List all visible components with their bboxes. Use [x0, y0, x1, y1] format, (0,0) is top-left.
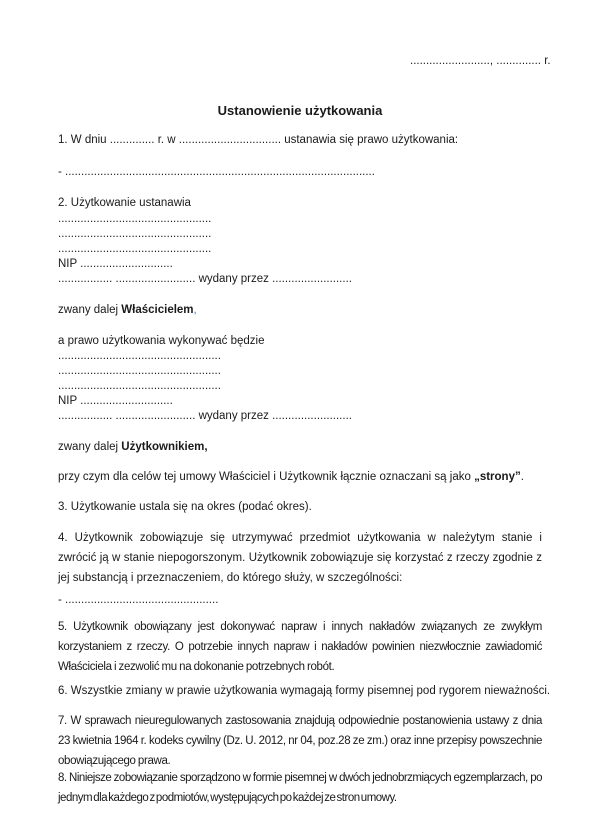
- user-line-1: ...................................................: [58, 350, 221, 362]
- section-8: 8. Niniejsze zobowiązanie sporządzono w formie pisemnej w dwóch jednobrzmiących egzemplarzach, po jednym dla każdego z podmiotów, występujących po każdej ze stron umowy.: [58, 772, 542, 804]
- owner-designation-name: Właścicielem: [121, 304, 194, 316]
- section-5: 5. Użytkownik obowiązany jest dokonywać napraw i innych nakładów związanych ze zwykłym korzystaniem z rzeczy. O potrzebie innych napraw i nakładów powinien niezwłocznie zawiadomić Właściciela i zezwolić mu na dokonanie potrzebnych robót.: [58, 621, 542, 673]
- parties-definition-name: „strony”: [474, 471, 521, 483]
- user-designation: [58, 440, 208, 454]
- section-1-text: 1. W dniu .............. r. w ................................ ustanawia się prawo użytkowania:: [58, 134, 459, 146]
- parties-definition: [58, 470, 524, 484]
- section-4-item: - ................................................: [58, 594, 219, 606]
- owner-designation-comma: ,: [193, 304, 197, 316]
- owner-line-1: ................................................: [58, 213, 212, 225]
- user-line-3: ...................................................: [58, 380, 221, 392]
- user-line-2: ...................................................: [58, 365, 221, 377]
- section-4-text: 4. Użytkownik zobowiązuje się utrzymywać przedmiot użytkowania w należytym stanie i zwrócić ją w stanie niepogorszonym. Użytkownik zobowiązuje się korzystać z rzeczy zgodnie z jej substancją i przeznaczeniem, do którego służy, w szczególności:: [58, 532, 542, 584]
- user-designation-name: Użytkownikiem,: [121, 441, 208, 453]
- owner-nip: NIP .............................: [58, 258, 173, 270]
- owner-designation: [58, 303, 197, 317]
- owner-id-document: ................. ......................... wydany przez .........................: [58, 273, 352, 285]
- section-6: 6. Wszystkie zmiany w prawie użytkowania wymagają formy pisemnej pod rygorem nieważności.: [58, 685, 551, 697]
- owner-designation-prefix: zwany dalej: [58, 304, 122, 316]
- user-designation-prefix: zwany dalej: [58, 441, 122, 453]
- section-3: 3. Użytkowanie ustala się na okres (podać okres).: [58, 501, 312, 513]
- section-1-item: - .................................................................................................: [58, 166, 375, 178]
- section-2-heading: 2. Użytkowanie ustanawia: [58, 197, 191, 209]
- parties-definition-text: przy czym dla celów tej umowy Właściciel i Użytkownik łącznie oznaczani są jako: [58, 471, 475, 483]
- parties-definition-period: .: [520, 471, 524, 483]
- section-7: 7. W sprawach nieuregulowanych zastosowania znajdują odpowiednie postanowienia ustawy z dnia 23 kwietnia 1964 r. kodeks cywilny (Dz. U. 2012, nr 04, poz.28 ze zm.) oraz inne przepisy powszechnie obowiązującego prawa.: [58, 715, 542, 767]
- user-nip: NIP .............................: [58, 395, 173, 407]
- document-title: Ustanowienie użytkowania: [217, 103, 383, 118]
- place-date-line: ........................., .............. r.: [410, 55, 551, 67]
- owner-line-2: ................................................: [58, 228, 212, 240]
- user-id-document: ................. ......................... wydany przez .........................: [58, 410, 352, 422]
- owner-line-3: ................................................: [58, 243, 212, 255]
- user-intro: a prawo użytkowania wykonywać będzie: [58, 335, 265, 347]
